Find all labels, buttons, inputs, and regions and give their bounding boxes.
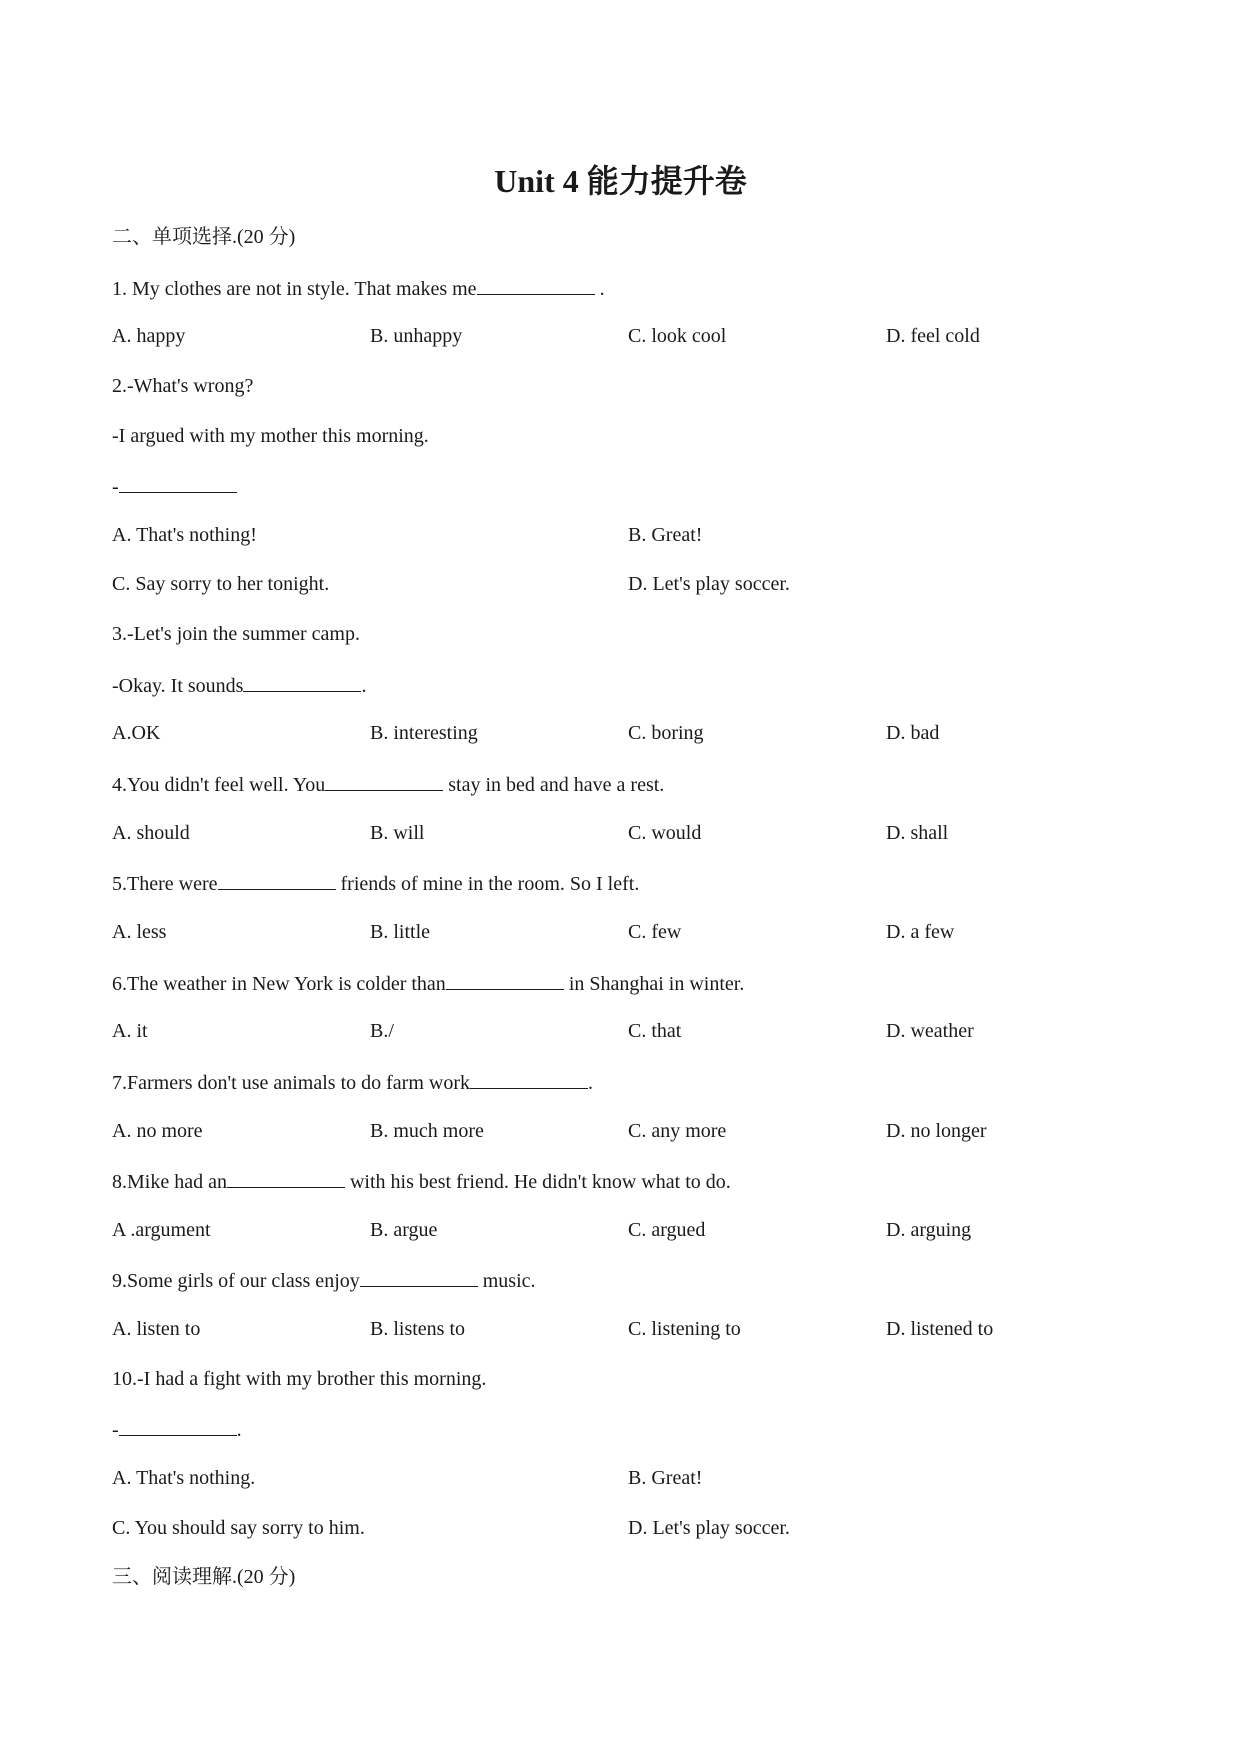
option-a: A. no more: [112, 1119, 203, 1142]
stem-text-end: friends of mine in the room. So I left.: [335, 873, 640, 896]
stem-text: -Okay. It sounds: [112, 674, 244, 697]
question-10-options-row-2: [112, 1513, 1132, 1563]
option-b: B./: [370, 1020, 394, 1043]
question-list: [112, 222, 1132, 1612]
stem-text-end: music.: [477, 1270, 536, 1293]
question-2-options-row-2: [112, 569, 1132, 619]
question-8-stem: [112, 1165, 1132, 1215]
question-10-response: [112, 1413, 1132, 1463]
question-5-options: [112, 917, 1132, 967]
option-d: D. listened to: [886, 1318, 994, 1341]
question-3-options: [112, 718, 1132, 768]
option-c: C. argued: [628, 1218, 706, 1241]
option-a: A.OK: [112, 722, 161, 745]
question-9-options: [112, 1314, 1132, 1364]
option-b: B. Great!: [628, 1467, 703, 1490]
option-c: C. boring: [628, 722, 704, 745]
option-a: A. listen to: [112, 1318, 201, 1341]
question-2-stem: 2.-What's wrong?: [112, 374, 254, 397]
answer-blank: [218, 867, 336, 890]
option-b: B. argue: [370, 1218, 438, 1241]
page-title: Unit 4 能力提升卷: [494, 163, 747, 199]
question-6-options: [112, 1016, 1132, 1066]
option-b: B. much more: [370, 1119, 484, 1142]
stem-text: 4.You didn't feel well. You: [112, 774, 326, 797]
stem-text: 6.The weather in New York is colder than: [112, 972, 446, 995]
stem-text: 1. My clothes are not in style. That makes me: [112, 277, 477, 300]
question-10-stem: 10.-I had a fight with my brother this morning.: [112, 1367, 487, 1390]
stem-text-end: stay in bed and have a rest.: [443, 774, 665, 797]
stem-text-end: .: [361, 674, 367, 697]
option-b: B. Great!: [628, 523, 703, 546]
option-b: B. little: [370, 920, 430, 943]
option-c: C. any more: [628, 1119, 727, 1142]
question-2-dialogue: -I argued with my mother this morning.: [112, 424, 429, 447]
question-5-stem: [112, 867, 1132, 917]
stem-text-end: .: [594, 277, 605, 300]
question-3-stem: 3.-Let's join the summer camp.: [112, 623, 360, 646]
answer-blank: [446, 967, 564, 990]
option-c: C. You should say sorry to him.: [112, 1516, 365, 1539]
option-d: D. a few: [886, 920, 955, 943]
option-a: A. should: [112, 821, 190, 844]
section-heading-3: 三、阅读理解.(20 分): [112, 1566, 296, 1589]
stem-text: 7.Farmers don't use animals to do farm work: [112, 1071, 470, 1094]
stem-text-end: .: [587, 1071, 593, 1094]
option-a: A. less: [112, 920, 167, 943]
option-b: B. unhappy: [370, 325, 463, 348]
answer-blank: [470, 1066, 588, 1089]
question-7-stem: [112, 1066, 1132, 1116]
option-a: A. That's nothing!: [112, 523, 257, 546]
option-c: C. listening to: [628, 1318, 741, 1341]
option-c: C. that: [628, 1020, 682, 1043]
dash: -: [112, 476, 119, 499]
question-2-response: [112, 470, 1132, 520]
question-2-options-row-1: [112, 520, 1132, 570]
stem-text: 9.Some girls of our class enjoy: [112, 1270, 360, 1293]
question-7-options: [112, 1116, 1132, 1166]
option-d: D. feel cold: [886, 325, 980, 348]
option-d: D. shall: [886, 821, 949, 844]
answer-blank: [119, 470, 237, 493]
option-d: D. no longer: [886, 1119, 987, 1142]
dash: -: [112, 1419, 119, 1442]
question-6-stem: [112, 967, 1132, 1017]
option-a: A. That's nothing.: [112, 1467, 256, 1490]
option-d: D. weather: [886, 1020, 974, 1043]
answer-blank: [325, 768, 443, 791]
answer-blank: [243, 669, 361, 692]
answer-blank: [477, 272, 595, 295]
option-d: D. bad: [886, 722, 940, 745]
option-a: A. it: [112, 1020, 148, 1043]
option-d: D. arguing: [886, 1218, 972, 1241]
stem-text-end: with his best friend. He didn't know what to do.: [344, 1171, 731, 1194]
question-1-stem: [112, 272, 1132, 322]
question-1-options: [112, 321, 1132, 371]
option-b: B. will: [370, 821, 425, 844]
answer-blank: [227, 1165, 345, 1188]
option-c: C. look cool: [628, 325, 727, 348]
question-9-stem: [112, 1264, 1132, 1314]
option-c: C. few: [628, 920, 682, 943]
option-b: B. interesting: [370, 722, 478, 745]
question-4-options: [112, 818, 1132, 868]
section-heading-2: 二、单项选择.(20 分): [112, 226, 296, 248]
stem-text-end: in Shanghai in winter.: [563, 972, 745, 995]
option-d: D. Let's play soccer.: [628, 573, 790, 596]
question-3-response: [112, 669, 1132, 719]
option-d: D. Let's play soccer.: [628, 1516, 790, 1539]
answer-blank: [119, 1413, 237, 1436]
question-8-options: [112, 1215, 1132, 1265]
answer-blank: [360, 1264, 478, 1287]
option-a: A .argument: [112, 1218, 211, 1241]
option-c: C. Say sorry to her tonight.: [112, 573, 330, 596]
question-10-options-row-1: [112, 1463, 1132, 1513]
stem-text-end: .: [236, 1419, 242, 1442]
stem-text: 8.Mike had an: [112, 1171, 227, 1194]
stem-text: 5.There were: [112, 873, 218, 896]
option-b: B. listens to: [370, 1318, 466, 1341]
option-c: C. would: [628, 821, 702, 844]
question-4-stem: [112, 768, 1132, 818]
option-a: A. happy: [112, 325, 186, 348]
